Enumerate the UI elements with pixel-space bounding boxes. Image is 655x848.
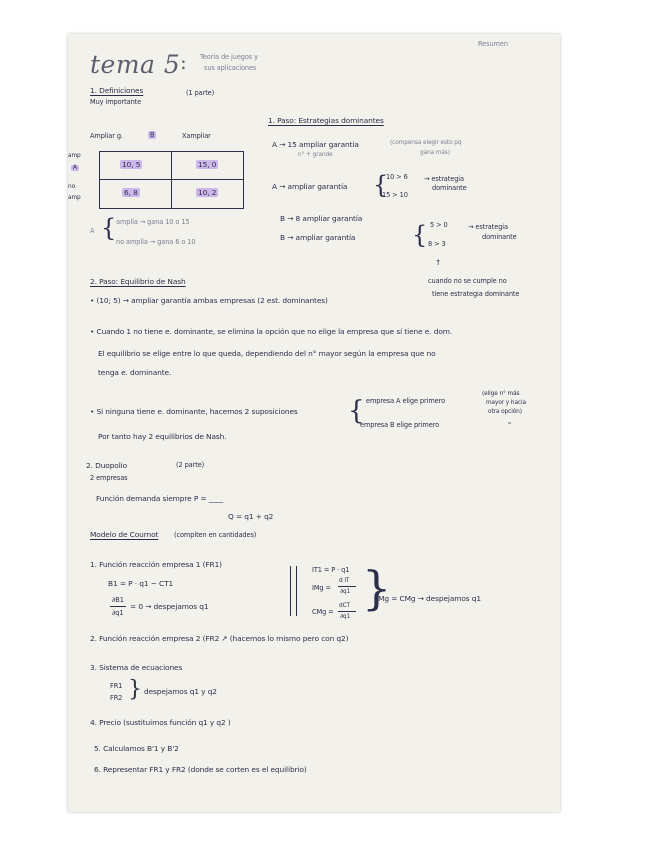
cournot-deriv-den: ∂q1 bbox=[112, 609, 124, 617]
para-2-option-1-note-1: (elige n° más bbox=[482, 391, 520, 397]
matrix-col-a: Ampliar g. bbox=[90, 132, 123, 140]
fraction-bar bbox=[338, 586, 356, 587]
cournot-b1: B1 = P · q1 − CT1 bbox=[108, 579, 174, 588]
paso-1-a-result-1: → estrategia bbox=[424, 175, 464, 183]
matrix-row-no: no bbox=[68, 184, 76, 190]
separator-double-bar bbox=[290, 566, 291, 616]
brace-icon: { bbox=[412, 221, 428, 249]
paso-1-a-sub: n° + grande bbox=[298, 152, 333, 158]
quantity-equation: Q = q1 + q2 bbox=[228, 512, 274, 521]
paso-1-a-result-2: dominante bbox=[432, 184, 467, 192]
cournot-step-4: 4. Precio (sustituimos función q1 y q2 ) bbox=[90, 718, 231, 727]
paso-1-b-result-2: dominante bbox=[482, 233, 517, 241]
matrix-row-amp-2: amp bbox=[68, 195, 81, 201]
brace-icon: { bbox=[348, 396, 365, 426]
para-2-option-1-note-3: otra opción) bbox=[488, 409, 522, 415]
paso-1-b-result-1: → estrategia bbox=[468, 223, 508, 231]
cournot-fr1: FR1 bbox=[110, 682, 123, 690]
para-1-line-3: tenga e. dominante. bbox=[98, 368, 172, 377]
paso-2-heading: 2. Paso: Equilibrio de Nash bbox=[90, 277, 186, 286]
matrix-cell-value: 10, 5 bbox=[122, 160, 141, 169]
paso-1-heading: 1. Paso: Estrategias dominantes bbox=[268, 116, 384, 125]
cournot-cmg-num: dCT bbox=[339, 603, 350, 609]
separator-double-bar bbox=[296, 566, 297, 616]
title-colon: : bbox=[180, 50, 188, 74]
payoff-matrix bbox=[99, 151, 244, 209]
paso-1-note-2: tiene estrategia dominante bbox=[432, 290, 520, 298]
matrix-cell bbox=[100, 180, 171, 207]
section-2-label: 2. Duopolio bbox=[86, 461, 128, 470]
subtitle-line-1: Teoría de juegos y bbox=[200, 53, 258, 61]
section-1-note: Muy importante bbox=[90, 98, 142, 106]
matrix-cell bbox=[172, 152, 243, 179]
matrix-row-amp: amp bbox=[68, 153, 81, 159]
fraction-bar bbox=[110, 606, 126, 607]
cournot-fr2: FR2 bbox=[110, 694, 123, 702]
brace-icon: { bbox=[101, 214, 117, 242]
notebook-page bbox=[68, 34, 560, 812]
paso-1-a-line-2: A → ampliar garantía bbox=[272, 182, 348, 191]
para-2-option-2: empresa B elige primero bbox=[360, 421, 440, 429]
para-2-option-2-note: " bbox=[508, 421, 511, 429]
cournot-img-result: IMg = CMg → despejamos q1 bbox=[376, 594, 481, 603]
page-title: tema 5 bbox=[90, 50, 181, 79]
header-note: Resumen bbox=[478, 40, 508, 48]
cournot-img-num: d IT bbox=[339, 578, 350, 584]
paso-1-note-1: cuando no se cumple no bbox=[428, 277, 507, 285]
cournot-step-1: 1. Función reacción empresa 1 (FR1) bbox=[90, 560, 222, 569]
cournot-step-5: 5. Calculamos B'1 y B'2 bbox=[94, 744, 179, 753]
matrix-brace-a: A bbox=[90, 227, 95, 235]
matrix-cell-value: 10, 2 bbox=[198, 188, 217, 197]
paso-1-a-note-2: gana más) bbox=[420, 150, 450, 156]
brace-icon: { bbox=[373, 171, 389, 199]
paso-2-line: • (10; 5) → ampliar garantía ambas empresas (2 est. dominantes) bbox=[90, 296, 328, 305]
paso-1-a-pair-1: 10 > 6 bbox=[386, 173, 408, 181]
section-1-part: (1 parte) bbox=[186, 89, 215, 97]
para-2-line-1: • Si ninguna tiene e. dominante, hacemos 2 suposiciones bbox=[90, 407, 298, 416]
demand-function: Función demanda siempre P = ____ bbox=[96, 494, 224, 503]
paso-1-a-line: A → 15 ampliar garantía bbox=[272, 140, 359, 149]
cournot-img-den: ∂q1 bbox=[340, 589, 351, 595]
para-1-line-1: • Cuando 1 no tiene e. dominante, se elimina la opción que no elige la empresa que sí tiene e. dom. bbox=[90, 327, 453, 336]
paso-1-b-line: B → 8 ampliar garantía bbox=[280, 214, 363, 223]
matrix-cell bbox=[172, 180, 243, 207]
fraction-bar bbox=[338, 611, 356, 612]
para-2-option-1: empresa A elige primero bbox=[366, 397, 446, 405]
matrix-row-a-badge: A bbox=[73, 165, 77, 171]
cournot-deriv-rest: = 0 → despejamos q1 bbox=[130, 602, 209, 611]
brace-icon: } bbox=[128, 677, 142, 702]
cournot-it: IT1 = P · q1 bbox=[312, 566, 350, 574]
cournot-step-3: 3. Sistema de ecuaciones bbox=[90, 663, 183, 672]
paso-1-b-pair-1: 5 > 0 bbox=[430, 221, 448, 229]
matrix-cell-value: 6, 8 bbox=[124, 188, 138, 197]
cournot-img-lhs: IMg = bbox=[312, 584, 331, 592]
matrix-col-b-badge: B bbox=[150, 131, 155, 139]
paso-1-b-pair-2: 8 > 3 bbox=[428, 240, 446, 248]
matrix-col-c: Xampliar bbox=[182, 132, 211, 140]
cournot-heading-note: (compiten en cantidades) bbox=[174, 531, 257, 539]
matrix-cell bbox=[100, 152, 171, 179]
section-2-sub: 2 empresas bbox=[90, 474, 128, 482]
paso-1-a-note-1: (compensa elegir esto pq bbox=[390, 140, 462, 146]
arrow-up-icon: ↑ bbox=[435, 258, 442, 267]
cournot-deriv-num: ∂B1 bbox=[112, 596, 124, 604]
para-1-line-2: El equilibrio se elige entre lo que queda, dependiendo del n° mayor según la empresa que no bbox=[98, 349, 436, 358]
matrix-brace-line-2: no amplía → gana 6 o 10 bbox=[116, 238, 196, 246]
paso-1-b-line-2: B → ampliar garantía bbox=[280, 233, 356, 242]
para-2-line-2: Por tanto hay 2 equilibrios de Nash. bbox=[98, 432, 227, 441]
subtitle-line-2: sus aplicaciones bbox=[204, 64, 257, 72]
brace-icon: } bbox=[362, 561, 392, 615]
paso-1-a-pair-2: 15 > 10 bbox=[382, 191, 408, 199]
cournot-cmg-den: ∂q1 bbox=[340, 614, 351, 620]
section-2-part: (2 parte) bbox=[176, 461, 205, 469]
matrix-cell-value: 15, 0 bbox=[198, 160, 217, 169]
cournot-cmg-lhs: CMg = bbox=[312, 608, 334, 616]
cournot-heading: Modelo de Cournot bbox=[90, 530, 159, 539]
section-1-label: 1. Definiciones bbox=[90, 86, 144, 95]
cournot-step-6: 6. Representar FR1 y FR2 (donde se corten es el equilibrio) bbox=[94, 765, 307, 774]
para-2-option-1-note-2: mayor y hacia bbox=[486, 400, 526, 406]
cournot-fr-result: despejamos q1 y q2 bbox=[144, 687, 217, 696]
matrix-brace-line-1: amplía → gana 10 o 15 bbox=[116, 218, 190, 226]
cournot-step-2: 2. Función reacción empresa 2 (FR2 ↗ (hacemos lo mismo pero con q2) bbox=[90, 634, 349, 643]
